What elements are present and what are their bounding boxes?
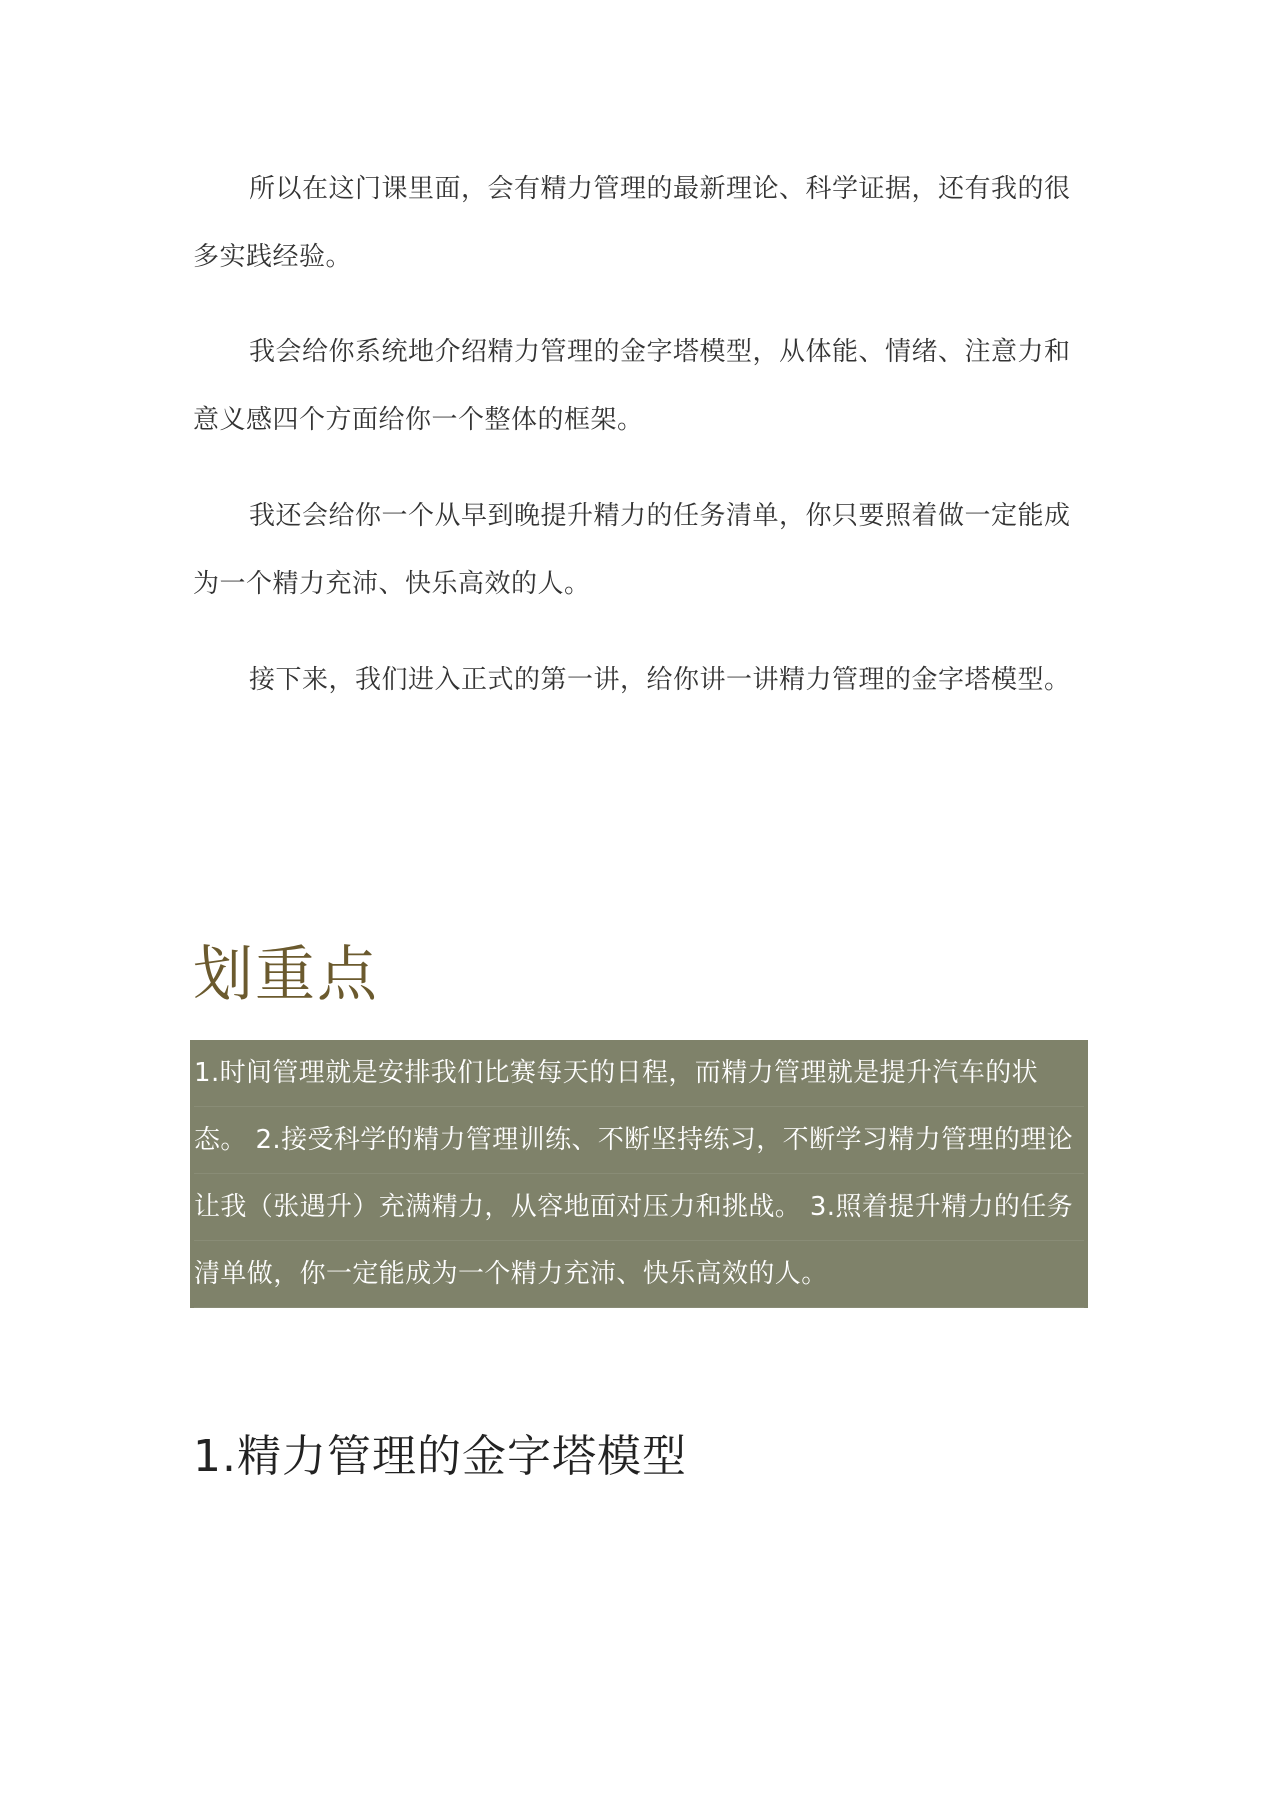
highlights-title: 划重点 xyxy=(193,940,379,1010)
highlights-text: 1.时间管理就是安排我们比赛每天的日程，而精力管理就是提升汽车的状态。 2.接受科学的精力管理训练、不断坚持练习，不断学习精力管理的理论让我（张遇升）充满精力，从容地面对压力和挑战。 3.照着提升精力的任务清单做，你一定能成为一个精力充沛、快乐高效的人。 xyxy=(194,1040,1084,1308)
paragraph-next-lecture: 接下来，我们进入正式的第一讲，给你讲一讲精力管理的金字塔模型。 xyxy=(249,665,1071,695)
paragraph-task-list: 我还会给你一个从早到晚提升精力的任务清单，你只要照着做一定能成为一个精力充沛、快乐高效的人。 xyxy=(193,501,1071,599)
section-heading: 1.精力管理的金字塔模型 xyxy=(193,1431,687,1482)
highlights-box xyxy=(190,1040,1088,1308)
paragraph-pyramid-model: 我会给你系统地介绍精力管理的金字塔模型，从体能、情绪、注意力和意义感四个方面给你一个整体的框架。 xyxy=(193,337,1071,435)
paragraph-course-content: 所以在这门课里面，会有精力管理的最新理论、科学证据，还有我的很多实践经验。 xyxy=(193,174,1071,272)
